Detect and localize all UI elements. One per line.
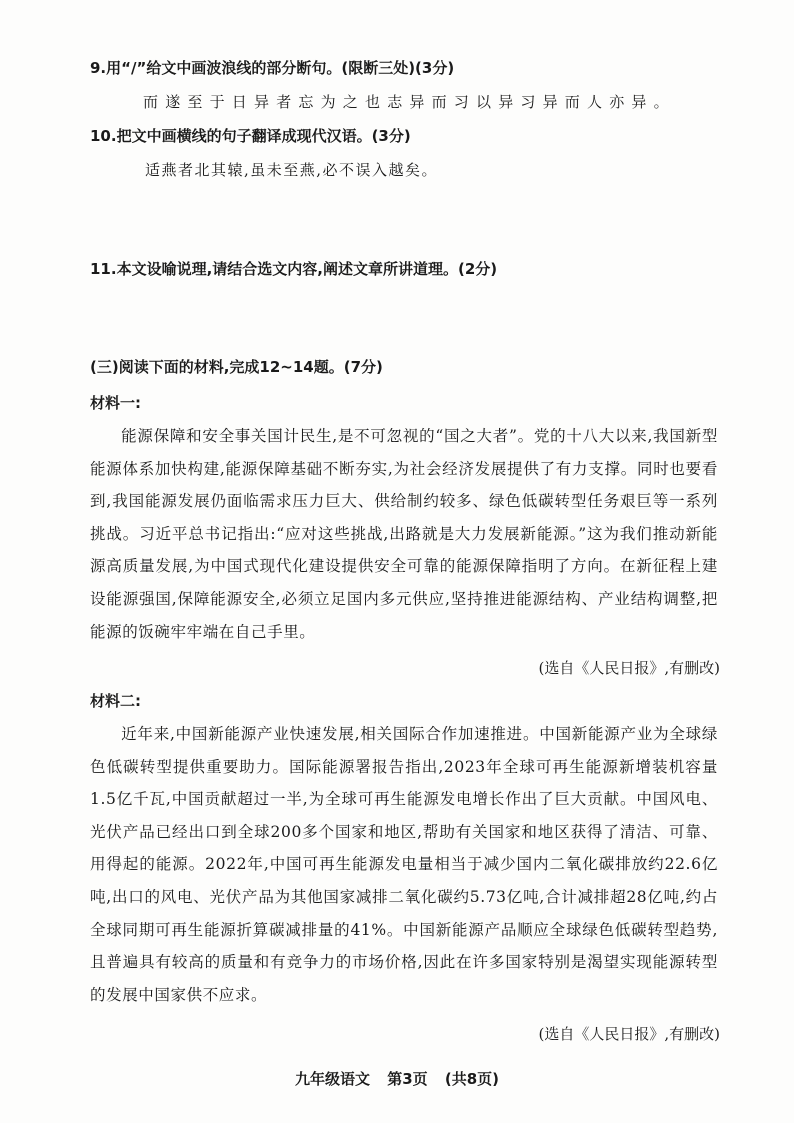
- material-1-label: 材料一:: [90, 394, 141, 412]
- material-1-body: [90, 420, 718, 648]
- section-3-heading: (三)阅读下面的材料,完成12~14题。(7分): [90, 358, 383, 376]
- footer-subject: 九年级语文: [294, 1070, 370, 1088]
- page-footer: [0, 1068, 794, 1089]
- question-10-text: 适燕者北其辕,虽未至燕,必不误入越矣。: [145, 161, 439, 179]
- material-1-source: (选自《人民日报》,有删改): [538, 659, 720, 677]
- material-1-body-text: 能源保障和安全事关国计民生,是不可忽视的“国之大者”。党的十八大以来,我国新型能源体系加快构建,能源保障基础不断夯实,为社会经济发展提供了有力支撑。同时也要看到,我国能源发展仍面临需求压力巨大、供给制约较多、绿色低碳转型任务艰巨等一系列挑战。习近平总书记指出:“应对这些挑战,出路就是大力发展新能源。”这为我们推动新能源高质量发展,为中国式现代化建设提供安全可靠的能源保障指明了方向。在新征程上建设能源强国,保障能源安全,必须立足国内多元供应,坚持推进能源结构、产业结构调整,把能源的饭碗牢牢端在自己手里。: [90, 427, 718, 641]
- question-9-text: 而遂至于日异者忘为之也志异而习以异习异而人亦异。: [143, 93, 676, 111]
- material-2-source: (选自《人民日报》,有删改): [538, 1025, 720, 1043]
- question-9-prompt: 9.用“/”给文中画波浪线的部分断句。(限断三处)(3分): [90, 59, 455, 77]
- question-10-prompt: 10.把文中画横线的句子翻译成现代汉语。(3分): [90, 127, 411, 145]
- material-2-label: 材料二:: [90, 692, 141, 710]
- footer-total-pages: (共8页): [444, 1070, 500, 1088]
- question-11-prompt: 11.本文设喻说理,请结合选文内容,阐述文章所讲道理。(2分): [90, 260, 498, 278]
- material-2-body-text: 近年来,中国新能源产业快速发展,相关国际合作加速推进。中国新能源产业为全球绿色低碳转型提供重要助力。国际能源署报告指出,2023年全球可再生能源新增装机容量1.5亿千瓦,中国贡献超过一半,为全球可再生能源发电增长作出了巨大贡献。中国风电、光伏产品已经出口到全球200多个国家和地区,帮助有关国家和地区获得了清洁、可靠、用得起的能源。2022年,中国可再生能源发电量相当于减少国内二氧化碳排放约22.6亿吨,出口的风电、光伏产品为其他国家减排二氧化碳约5.73亿吨,合计减排超28亿吨,约占全球同期可再生能源折算碳减排量的41%。中国新能源产品顺应全球绿色低碳转型趋势,且普遍具有较高的质量和有竞争力的市场价格,因此在许多国家特别是渴望实现能源转型的发展中国家供不应求。: [90, 725, 718, 1004]
- footer-page-number: 第3页: [387, 1070, 428, 1088]
- material-2-body: [90, 718, 718, 1011]
